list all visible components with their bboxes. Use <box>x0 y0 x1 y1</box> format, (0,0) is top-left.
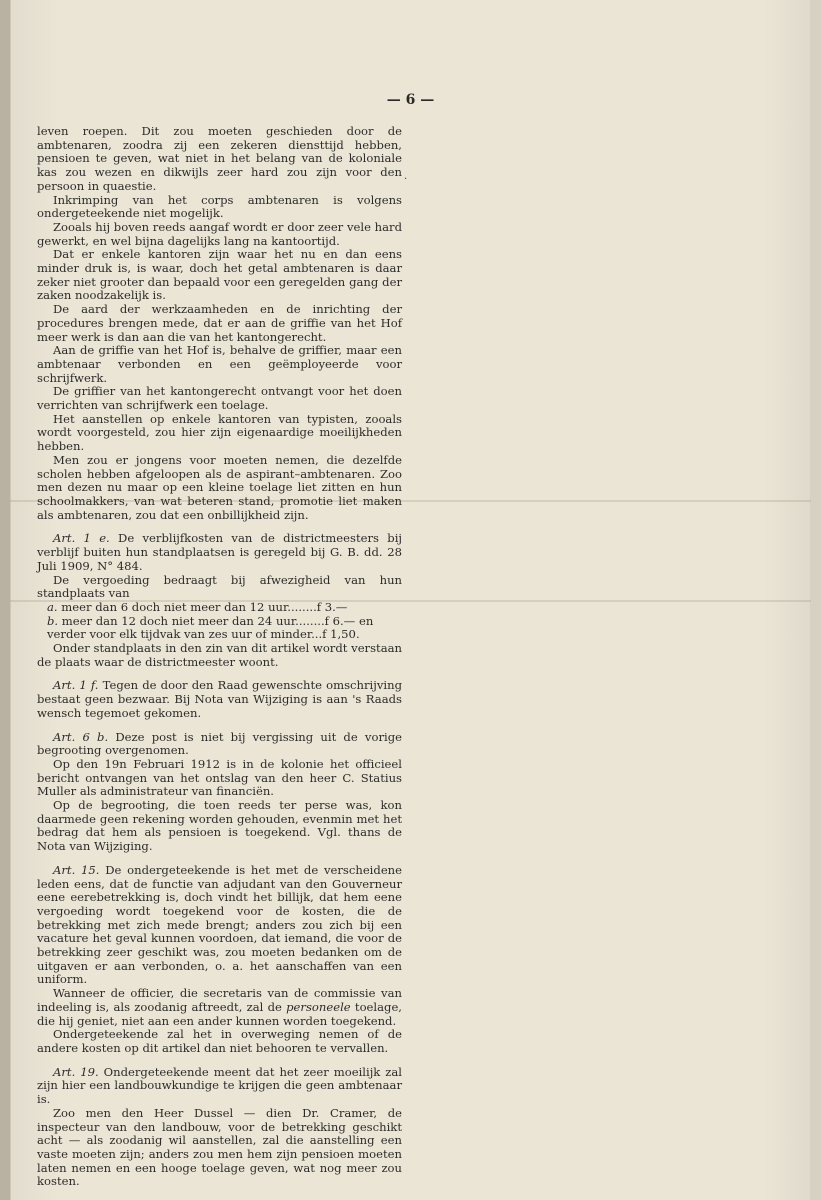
paragraph: Men zou er jongens voor moeten nemen, die dezelfde scholen hebben afgeloopen als de aspirant–ambtenaren. Zoo men dezen nu maar op een kleine toelage liet zitten en hun schoolmakkers, van wat beteren stand, promotie liet maken als ambtenaren, zou dat een onbillijkheid zijn. <box>37 452 402 522</box>
article-15 <box>37 864 402 987</box>
article-label: Art. 1 e. <box>53 531 110 546</box>
page-number: — 6 — <box>386 92 435 108</box>
paragraph: Op de begrooting, die toen reeds ter perse was, kon daarmede geen rekening worden gehouden, evenmin met het bedrag dat hem als pensioen is toegekend. Vgl. thans de Nota van Wijziging. <box>37 798 402 854</box>
list-item <box>37 615 402 629</box>
stray-mark: · <box>404 174 408 185</box>
paragraph: Inkrimping van het corps ambtenaren is volgens ondergeteekende niet mogelijk. <box>37 192 402 221</box>
article-text: Deze post is niet bij vergissing uit de vorige begrooting overgenomen. <box>37 729 402 758</box>
article-1e <box>37 532 402 573</box>
paragraph: Onder standplaats in den zin van dit artikel wordt verstaan de plaats waar de districtmeester woont. <box>37 641 402 669</box>
paragraph: Zooals hij boven reeds aangaf wordt er door zeer vele hard gewerkt, en wel bijna dagelijks lang na kantoortijd. <box>37 219 402 248</box>
article-19 <box>37 1066 402 1107</box>
paragraph: Op den 19n Februari 1912 is in de kolonie het officieel bericht ontvangen van het ontslag van den heer C. Statius Muller als administrateur van financiën. <box>37 756 402 799</box>
paragraph: Dat er enkele kantoren zijn waar het nu en dan eens minder druk is, is waar, doch het getal ambtenaren is daar zeker niet grooter dan bepaald voor een geregelden gang der zaken noodzakelijk is. <box>37 247 402 303</box>
list-text: meer dan 6 doch niet meer dan 12 uur........f 3.— <box>61 599 348 614</box>
list-item <box>37 601 402 615</box>
paragraph: De vergoeding bedraagt bij afwezigheid van hun standplaats van <box>37 572 402 601</box>
text-column <box>37 125 402 1189</box>
list-text: meer dan 12 doch niet meer dan 24 uur........f 6.— en <box>61 613 374 628</box>
article-label: Art. 19. <box>53 1064 99 1079</box>
paragraph: Het aanstellen op enkele kantoren van typisten, zooals wordt voorgesteld, zou hier zijn eigenaardige moeilijkheden hebben. <box>37 411 402 454</box>
list-letter: b. <box>47 613 59 628</box>
paragraph: Ondergeteekende zal het in overweging nemen of de andere kosten op dit artikel dan niet behooren te vervallen. <box>37 1027 402 1055</box>
list-letter: a. <box>47 599 58 614</box>
article-label: Art. 1 f. <box>53 678 99 693</box>
list-continuation: verder voor elk tijdvak van zes uur of minder...f 1,50. <box>47 627 360 642</box>
emphasis: personeele <box>286 999 351 1014</box>
rate-list <box>37 601 402 642</box>
article-1f <box>37 679 402 720</box>
paragraph: leven roepen. Dit zou moeten geschieden door de ambtenaren, zoodra zij een zekeren diensttijd hebben, pensioen te geven, wat niet in het belang van de koloniale kas zou wezen en dikwijls zeer hard zou zijn voor den persoon in quaestie. <box>37 124 402 193</box>
text-span: toelage, die hij geniet, niet aan een ander kunnen worden toegekend. <box>37 999 402 1028</box>
article-text: Ondergeteekende meent dat het zeer moeilijk zal zijn hier een landbouwkundige te krijgen die geen ambtenaar is. <box>37 1064 403 1107</box>
article-text: De verblijfkosten van de districtmeesters bij verblijf buiten hun standplaatsen is geregeld bij G. B. dd. 28 Juli 1909, N° 484. <box>37 531 402 573</box>
paragraph: Zoo men den Heer Dussel — dien Dr. Cramer, de inspecteur van den landbouw, voor de betrekking geschikt acht — als zoodanig wil aanstellen, zal die aanstelling een vaste moeten zijn; anders zou men hem zijn pensioen moeten laten nemen en een hooge toelage geven, wat nog meer zou kosten. <box>37 1105 402 1189</box>
article-label: Art. 6 b. <box>53 729 109 744</box>
article-6b <box>37 731 402 758</box>
article-label: Art. 15. <box>53 862 100 877</box>
paragraph: Aan de griffie van het Hof is, behalve de griffier, maar een ambtenaar verbonden en een geëmployeerde voor schrijfwerk. <box>37 343 402 385</box>
article-text: De ondergeteekende is het met de verscheidene leden eens, dat de functie van adjudant van den Gouverneur eene eerebetrekking is, doch vindt het billijk, dat hem eene vergoeding wordt toegekend voor de kosten, die de betrekking met zich mede brengt; anders zou zich bij een vacature het geval kunnen voordoen, dat iemand, die voor de betrekking zeer geschikt was, zou moeten bedanken om de uitgaven er aan verbonden, o. a. het aanschaffen van een uniform. <box>37 862 403 987</box>
paragraph: De aard der werkzaamheden en de inrichting der procedures brengen mede, dat er aan de griffie van het Hof meer werk is dan aan die van het kantongerecht. <box>37 302 402 344</box>
scan-edge <box>810 0 821 1200</box>
paragraph: De griffier van het kantongerecht ontvangt voor het doen verrichten van schrijfwerk een toelage. <box>37 384 402 413</box>
article-text: Tegen de door den Raad gewenschte omschrijving bestaat geen bezwaar. Bij Nota van Wijziging is aan 's Raads wensch tegemoet gekomen. <box>37 678 403 720</box>
text-span: Wanneer de officier, die secretaris van de commissie van indeeling is, als zoodanig aftreedt, zal de <box>37 986 402 1014</box>
paragraph <box>37 987 402 1028</box>
